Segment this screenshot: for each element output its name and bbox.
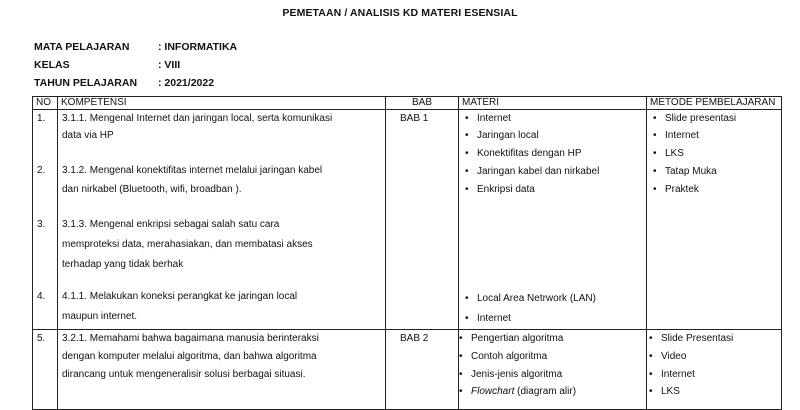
header-kompetensi: KOMPETENSI [58, 97, 386, 110]
item-number: 1. [37, 113, 46, 124]
row1-kompetensi-cell [58, 110, 386, 330]
meta-class [34, 59, 180, 71]
row2-bab-cell [386, 330, 459, 410]
row1-metode-cell [647, 110, 782, 330]
metode-item: • LKS [661, 385, 680, 398]
table-row [33, 110, 782, 330]
materi-item: • Internet [477, 112, 511, 125]
header-bab: BAB [386, 97, 459, 110]
kompetensi-line: data via HP [62, 130, 114, 141]
materi-item: • Konektifitas dengan HP [477, 147, 582, 160]
row2-kompetensi-cell [58, 330, 386, 410]
item-number: 5. [37, 333, 46, 344]
metode-item: • Internet [661, 368, 695, 381]
kompetensi-line: 3.1.2. Mengenal konektifitas internet melalui jaringan kabel [62, 165, 323, 176]
metode-item: • LKS [665, 147, 684, 160]
meta-class-value: : VIII [158, 59, 181, 71]
metode-item: • Slide presentasi [665, 112, 736, 125]
bab-label: BAB 2 [400, 333, 429, 344]
materi-item-flowchart [471, 385, 576, 398]
meta-year [34, 77, 214, 89]
materi-item: • Jaringan kabel dan nirkabel [477, 165, 599, 178]
metode-item: • Internet [665, 129, 699, 142]
header-metode: METODE PEMBELAJARAN [647, 97, 782, 110]
item-number: 4. [37, 291, 46, 302]
kd-table [32, 96, 782, 410]
kompetensi-line: memproteksi data, merahasiakan, dan membatasi akses [62, 239, 313, 250]
meta-year-value: : 2021/2022 [158, 77, 215, 89]
item-number: 3. [37, 219, 46, 230]
document-title: PEMETAAN / ANALISIS KD MATERI ESENSIAL [282, 7, 518, 19]
row1-no-cell [33, 110, 58, 330]
table-row [33, 330, 782, 410]
row2-materi-cell [459, 330, 647, 410]
row2-metode-cell [647, 330, 782, 410]
materi-item: • Enkripsi data [477, 183, 535, 196]
materi-item: • Jaringan local [477, 129, 539, 142]
materi-item: • Internet [477, 312, 511, 325]
materi-item: • Jenis-jenis algoritma [471, 368, 562, 381]
kompetensi-line: 3.2.1. Memahami bahwa bagaimana manusia berinteraksi [62, 333, 319, 344]
row1-materi-cell [459, 110, 647, 330]
metode-item: • Tatap Muka [665, 165, 717, 178]
table-header-row [33, 97, 782, 110]
kompetensi-line: dirancang untuk mengeneralisir solusi berbagai situasi. [62, 369, 306, 380]
kompetensi-line: maupun internet. [62, 311, 138, 322]
meta-subject-value: : INFORMATIKA [158, 41, 238, 53]
row2-no-cell [33, 330, 58, 410]
materi-item: • Contoh algoritma [471, 350, 547, 363]
metode-item: • Praktek [665, 183, 699, 196]
header-materi: MATERI [459, 97, 647, 110]
meta-year-label: TAHUN PELAJARAN [34, 77, 138, 89]
materi-item-flowchart-italic: Flowchart [471, 386, 515, 397]
kompetensi-line: 3.1.3. Mengenal enkripsi sebagai salah satu cara [62, 219, 280, 230]
item-number: 2. [37, 165, 46, 176]
kompetensi-line: dengan komputer melalui algoritma, dan bahwa algoritma [62, 351, 317, 362]
materi-item: • Local Area Netrwork (LAN) [477, 292, 596, 305]
materi-item-flowchart-rest: (diagram alir) [514, 386, 577, 397]
bab-label: BAB 1 [400, 113, 429, 124]
metode-item: • Video [661, 350, 686, 363]
row1-bab-cell [386, 110, 459, 330]
kompetensi-line: 4.1.1. Melakukan koneksi perangkat ke jaringan local [62, 291, 298, 302]
meta-class-label: KELAS [34, 59, 70, 71]
kompetensi-line: 3.1.1. Mengenal Internet dan jaringan local, serta komunikasi [62, 113, 333, 124]
kompetensi-line: terhadap yang tidak berhak [62, 259, 184, 270]
header-no: NO [33, 97, 58, 110]
metode-item: • Slide Presentasi [661, 332, 733, 345]
kompetensi-line: dan nirkabel (Bluetooth, wifi, broadban ). [62, 184, 242, 195]
meta-subject [34, 41, 237, 53]
materi-item: • Pengertian algoritma [471, 332, 563, 345]
meta-subject-label: MATA PELAJARAN [34, 41, 130, 53]
